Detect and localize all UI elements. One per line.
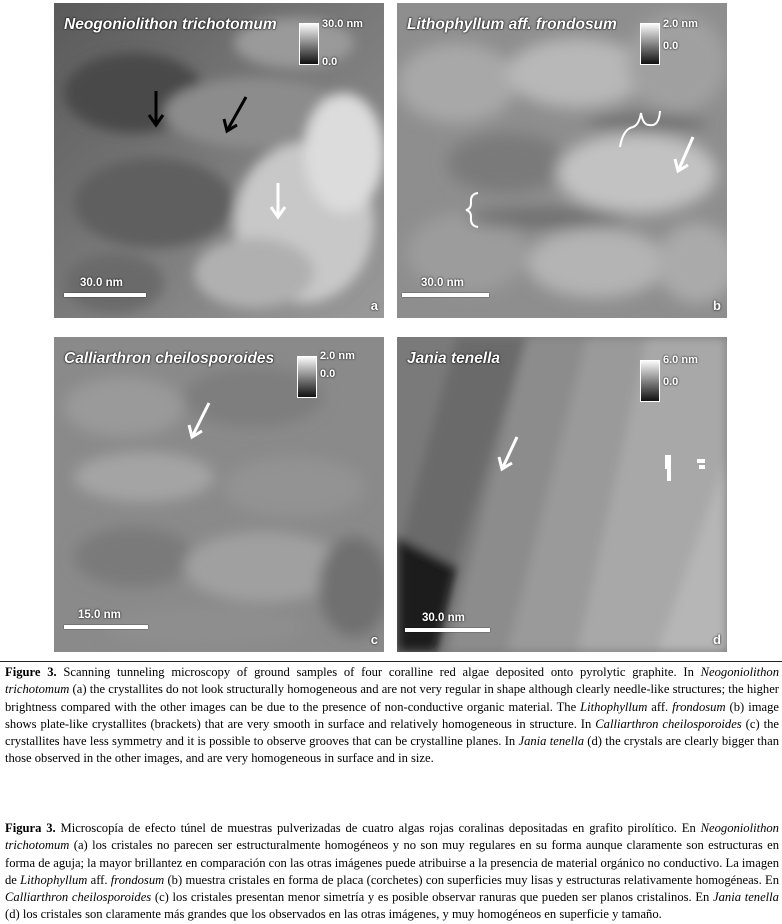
panel-label: c — [370, 632, 378, 647]
figure-label: Figura 3. — [5, 821, 56, 835]
bracket-icon — [617, 107, 663, 151]
panel-label: a — [370, 298, 378, 313]
panel-c — [54, 337, 384, 652]
figure-caption-spanish: Figura 3. Microscopía de efecto túnel de muestras pulverizadas de cuatro algas rojas coralinas depositadas en grafito pirolítico. En Neogoniolithon trichotomum (a) los cristales no parecen ser estructuralmente homogéneos y no son muy regulares en su forma aunque claramente son estructuras en forma de aguja; la mayor brillantez en comparación con las otras imágenes puede atribuirse a la presencia de material orgánico no conductivo. La imagen de Lithophyllum aff. frondosum (b) muestra cristales en forma de placa (corchetes) con superficies muy lisas y estructuras relativamente homogéneas. En Calliarthron cheilosporoides (c) los cristales presentan menor simetría y es posible observar ranuras que pueden ser planos cristalinos. En Jania tenella (d) los cristales son claramente más grandes que los observados en las otras imágenes, y muy homogéneos en superficie y tamaño. — [5, 821, 779, 922]
color-scale-max: 30.0 nm — [322, 18, 363, 30]
bracket-icon — [464, 191, 480, 229]
figure-caption-english: Figure 3. Scanning tunneling microscopy of ground samples of four coralline red algae deposited onto pyrolytic graphite. In Neogoniolithon trichotomum (a) the crystallites do not look structurally homogeneous and are not very regular in shape although clearly needle-like structures; the higher brightness compared with the other images can be due to the presence of non-conductive organic material. The Lithophyllum aff. frondosum (b) image shows plate-like crystallites (brackets) that are very smooth in surface and relatively homogeneous in structure. In Calliarthron cheilosporoides (c) the crystallites have less symmetry and it is possible to observe grooves that can be crystalline planes. In Jania tenella (d) the crystals are clearly bigger than those observed in the other images, and are very homogeneous in surface and in size. — [5, 665, 779, 766]
scale-bar — [64, 625, 148, 629]
scale-bar — [405, 628, 490, 632]
arrow-icon — [268, 181, 288, 223]
scale-bar-label: 15.0 nm — [78, 609, 121, 621]
color-scale-bar — [640, 360, 660, 402]
stm-image-c — [54, 337, 384, 652]
color-scale-min: 0.0 — [322, 56, 338, 68]
figure-label: Figure 3. — [5, 665, 57, 679]
color-scale-max: 2.0 nm — [320, 350, 355, 362]
arrow-icon — [187, 401, 213, 441]
arrow-icon — [222, 95, 250, 135]
arrow-icon — [146, 89, 166, 131]
panel-title: Lithophyllum aff. frondosum — [407, 16, 617, 33]
arrow-icon — [497, 435, 521, 473]
panel-title: Neogoniolithon trichotomum — [64, 16, 277, 33]
color-scale-min: 0.0 — [320, 368, 336, 380]
color-scale-max: 2.0 nm — [663, 18, 698, 30]
color-scale-bar — [299, 23, 319, 65]
scale-bar-label: 30.0 nm — [421, 277, 464, 289]
stm-image-a — [54, 3, 384, 318]
scale-bar — [402, 293, 489, 297]
panel-b — [397, 3, 727, 318]
color-scale-bar — [640, 23, 660, 65]
panel-a — [54, 3, 384, 318]
panel-label: d — [713, 632, 721, 647]
arrow-icon — [673, 135, 697, 175]
panel-title: Calliarthron cheilosporoides — [64, 350, 275, 367]
panel-title: Jania tenella — [407, 350, 501, 367]
scale-bar-label: 30.0 nm — [422, 612, 465, 624]
scale-bar-label: 30.0 nm — [80, 277, 123, 289]
color-scale-min: 0.0 — [663, 40, 679, 52]
panel-label: b — [713, 298, 721, 313]
color-scale-min: 0.0 — [663, 376, 679, 388]
color-scale-max: 6.0 nm — [663, 354, 698, 366]
scale-bar — [64, 293, 146, 297]
panel-d — [397, 337, 727, 652]
caption-divider — [0, 661, 782, 662]
color-scale-bar — [297, 356, 317, 398]
